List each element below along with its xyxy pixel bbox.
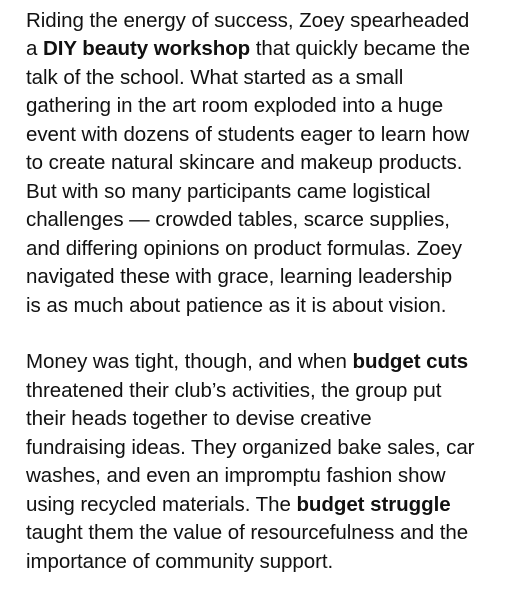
text-line (26, 35, 501, 63)
text-run: a (26, 37, 43, 61)
bold-phrase: budget cuts (352, 350, 469, 374)
text-run: Money was tight, though, and when (26, 350, 353, 374)
text-line (26, 64, 501, 92)
bold-phrase: DIY beauty workshop (43, 37, 251, 61)
text-run: fundraising ideas. They organized bake sales, car (26, 435, 475, 459)
text-run: using recycled materials. The (26, 492, 297, 516)
text-run: challenges — crowded tables, scarce supplies, (26, 208, 450, 232)
text-run: washes, and even an impromptu fashion show (26, 464, 446, 488)
text-run: event with dozens of students eager to learn how (26, 122, 470, 146)
text-line (26, 434, 501, 462)
text-line (26, 121, 501, 149)
text-line (26, 519, 501, 547)
text-line (26, 149, 501, 177)
text-run: gathering in the art room exploded into a huge (26, 94, 444, 118)
text-line (26, 377, 501, 405)
text-run: Riding the energy of success, Zoey spearheaded (26, 9, 470, 32)
text-line (26, 92, 501, 120)
text-run: to create natural skincare and makeup products. (26, 151, 463, 175)
text-line (26, 292, 501, 320)
text-line (26, 7, 501, 35)
bold-phrase: budget struggle (296, 492, 451, 516)
text-run: is as much about patience as it is about vision. (26, 293, 447, 317)
text-run: But with so many participants came logistical (26, 179, 431, 203)
text-line (26, 235, 501, 263)
text-run: threatened their club’s activities, the group put (26, 378, 442, 402)
paragraph-diy-workshop (26, 7, 501, 320)
text-line (26, 206, 501, 234)
text-run: navigated these with grace, learning leadership (26, 265, 453, 289)
text-line (26, 462, 501, 490)
text-run: that quickly became the (250, 37, 471, 61)
text-line (26, 263, 501, 291)
text-run: their heads together to devise creative (26, 407, 372, 431)
paragraph-budget (26, 348, 501, 576)
text-line (26, 405, 501, 433)
text-run: importance of community support. (26, 549, 334, 573)
article-body (26, 7, 501, 576)
text-run: and differing opinions on product formulas. Zoey (26, 236, 462, 260)
text-line (26, 348, 501, 376)
text-line (26, 491, 501, 519)
text-run: talk of the school. What started as a small (26, 65, 404, 89)
text-run: taught them the value of resourcefulness and the (26, 521, 469, 545)
text-line (26, 548, 501, 576)
text-line (26, 178, 501, 206)
